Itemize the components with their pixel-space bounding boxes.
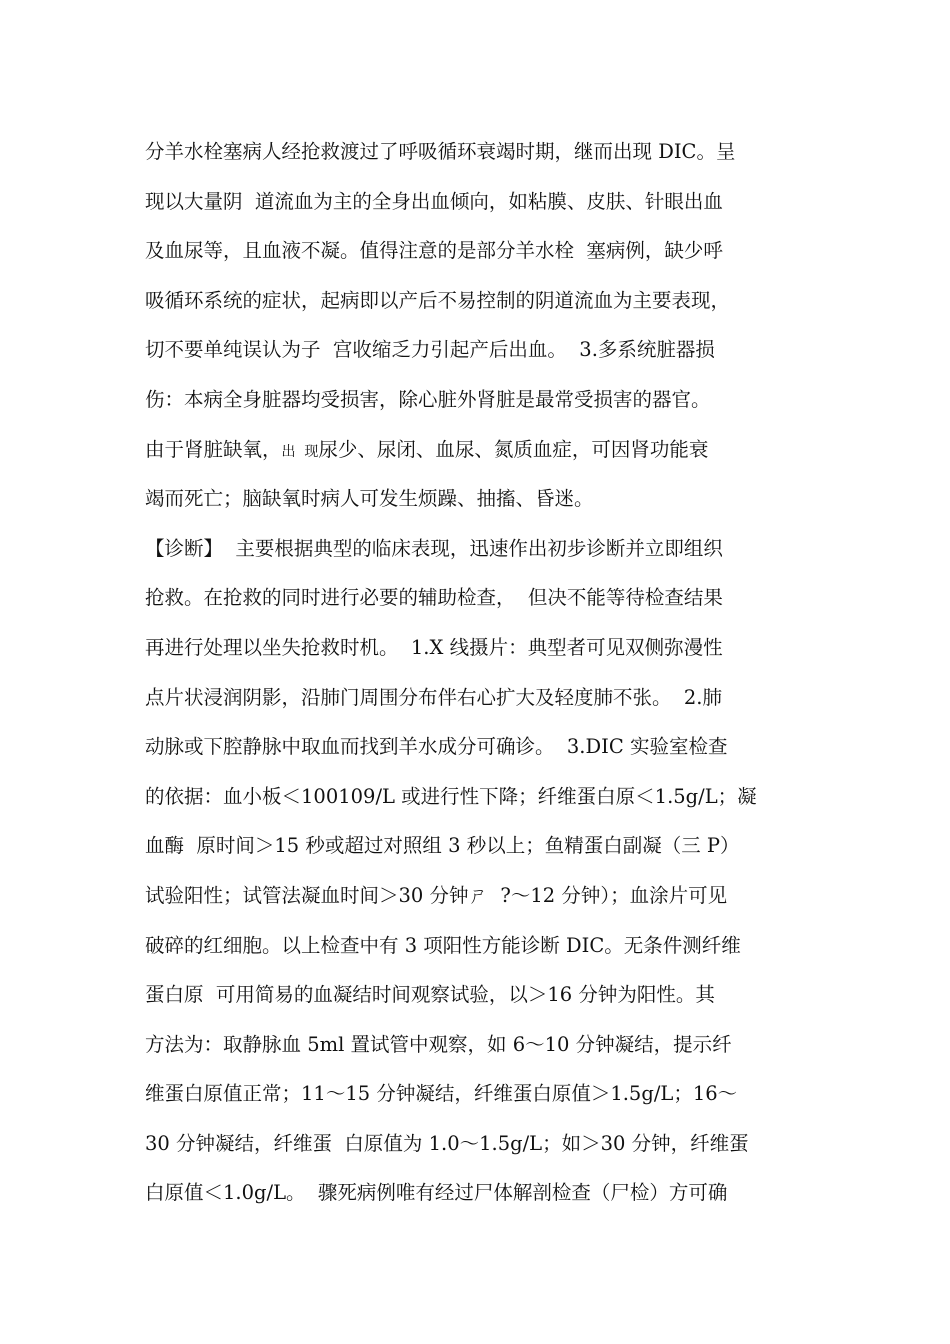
text-line <box>145 1218 825 1268</box>
text-line: 动脉或下腔静脉中取血而找到羊水成分可确诊。 3.DIC 实验室检查 <box>145 735 728 759</box>
small-text-segment: 出 现 <box>281 443 319 460</box>
text-line: 抢救。在抢救的同时进行必要的辅助检查， 但决不能等待检查结果 <box>145 586 723 610</box>
text-line: 及血尿等，且血液不凝。值得注意的是部分羊水栓 塞病例，缺少呼 <box>145 239 723 263</box>
text-line: 的依据：血小板＜100109/L 或进行性下降；纤维蛋白原＜1.5g/L；凝 <box>145 784 757 808</box>
text-line: 伤：本病全身脏器均受损害，除心脏外肾脏是最常受损害的器官。 <box>145 387 711 411</box>
text-line: 现以大量阴 道流血为主的全身出血倾向，如粘膜、皮肤、针眼出血 <box>145 189 723 213</box>
text-line: 30 分钟凝结，纤维蛋 白原值为 1.0～1.5g/L；如＞30 分钟，纤维蛋 <box>145 1131 749 1155</box>
text-line: 再进行处理以坐失抢救时机。 1.X 线摄片：典型者可见双侧弥漫性 <box>145 635 723 659</box>
text-line: 切不要单纯误认为子 宫收缩乏力引起产后出血。 3.多系统脏器损 <box>145 338 715 362</box>
text-line: 破碎的红细胞。以上检查中有 3 项阳性方能诊断 DIC。无条件测纤维 <box>145 933 741 957</box>
text-segment: 由于肾脏缺氧， <box>145 437 282 461</box>
text-line: 血酶 原时间＞15 秒或超过对照组 3 秒以上；鱼精蛋白副凝（三 P） <box>145 834 740 858</box>
text-line <box>145 425 825 475</box>
text-line: 蛋白原 可用简易的血凝结时间观察试验，以＞16 分钟为阳性。其 <box>145 983 715 1007</box>
text-segment: 尿少、尿闭、血尿、氮质血症，可因肾功能衰 <box>318 437 709 461</box>
text-line: 分羊水栓塞病人经抢救渡过了呼吸循环衰竭时期，继而出现 DIC。呈 <box>145 140 736 163</box>
text-line: 吸循环系统的症状，起病即以产后不易控制的阴道流血为主要表现， <box>145 288 731 312</box>
text-line: 试验阳性；试管法凝血时间＞30 分钟ㄕ ?～12 分钟）；血涂片可见 <box>145 883 728 907</box>
text-line: 点片状浸润阴影，沿肺门周围分布伴右心扩大及轻度肺不张。 2.肺 <box>145 685 723 709</box>
text-line: 竭而死亡；脑缺氧时病人可发生烦躁、抽搐、昏迷。 <box>145 487 594 511</box>
text-line: 【诊断】 主要根据典型的临床表现，迅速作出初步诊断并立即组织 <box>145 536 723 560</box>
text-line: 维蛋白原值正常；11～15 分钟凝结，纤维蛋白原值＞1.5g/L；16～ <box>145 1082 738 1106</box>
text-line: 白原值＜1.0g/L。 骤死病例唯有经过尸体解剖检查（尸检）方可确 <box>145 1181 728 1205</box>
body-text <box>145 127 825 1268</box>
text-line: 方法为：取静脉血 5ml 置试管中观察，如 6～10 分钟凝结，提示纤 <box>145 1032 732 1056</box>
